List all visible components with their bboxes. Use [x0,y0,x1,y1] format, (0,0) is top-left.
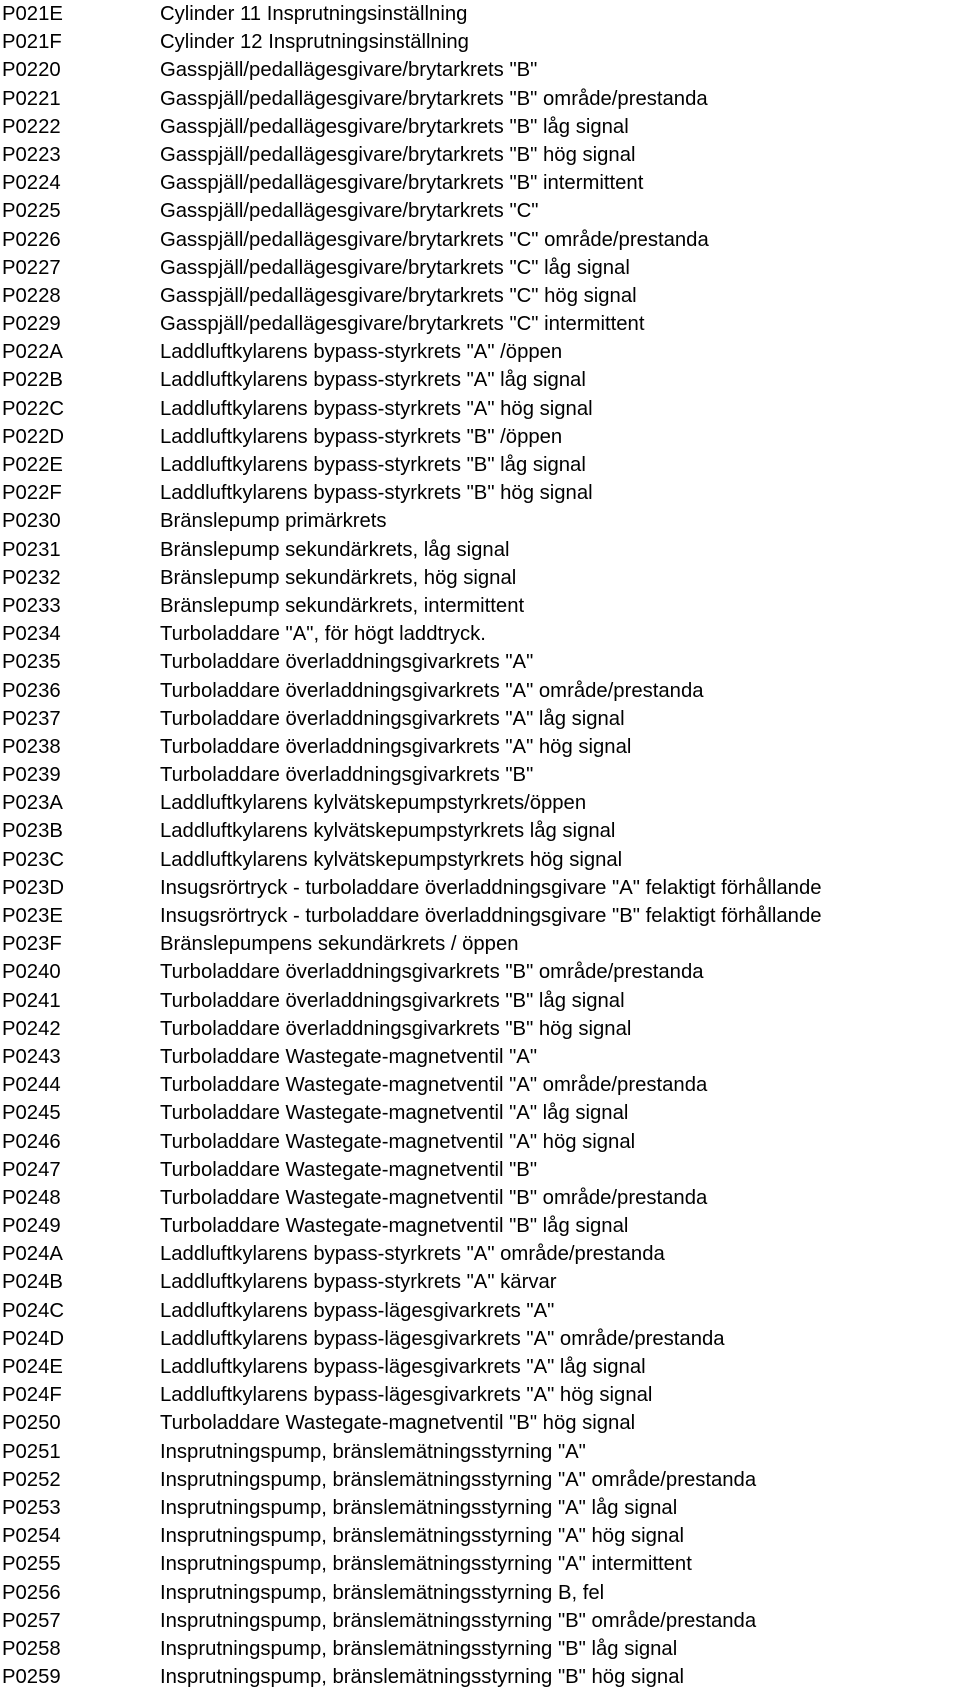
fault-description: Turboladdare överladdningsgivarkrets "B" hög signal [160,1017,632,1040]
fault-description: Turboladdare överladdningsgivarkrets "B" område/prestanda [160,961,704,984]
fault-description: Bränslepumpens sekundärkrets / öppen [160,933,519,956]
fault-code: P024A [2,1243,63,1266]
fault-description: Turboladdare Wastegate-magnetventil "B" låg signal [160,1215,629,1238]
fault-description: Turboladdare Wastegate-magnetventil "B" hög signal [160,1412,636,1435]
fault-code: P0257 [2,1609,61,1632]
fault-description: Gasspjäll/pedallägesgivare/brytarkrets "C" låg signal [160,256,630,279]
code-row [0,648,960,676]
fault-description: Gasspjäll/pedallägesgivare/brytarkrets "C" intermittent [160,313,645,336]
fault-description: Laddluftkylarens bypass-lägesgivarkrets "A" [160,1299,555,1322]
fault-description: Gasspjäll/pedallägesgivare/brytarkrets "B" intermittent [160,172,644,195]
code-row [0,366,960,394]
fault-description: Turboladdare Wastegate-magnetventil "A" område/prestanda [160,1074,708,1097]
fault-description: Laddluftkylarens bypass-lägesgivarkrets "A" låg signal [160,1356,646,1378]
fault-code: P024D [2,1327,65,1350]
fault-code: P0234 [2,623,61,646]
code-row [0,1607,960,1635]
fault-code: P0225 [2,200,61,223]
fault-code: P024B [2,1271,63,1294]
fault-code: P0220 [2,59,61,82]
fault-code: P0227 [2,256,61,279]
fault-code: P022F [2,482,62,505]
fault-code: P0245 [2,1102,61,1125]
code-row [0,282,960,310]
fault-code: P0242 [2,1017,61,1040]
code-row [0,1381,960,1409]
fault-description: Bränslepump sekundärkrets, låg signal [160,538,510,561]
fault-description: Turboladdare Wastegate-magnetventil "A" [160,1045,538,1068]
code-row [0,902,960,930]
fault-code: P021E [2,3,63,25]
code-row [0,1071,960,1099]
fault-description: Turboladdare överladdningsgivarkrets "B" [160,764,534,787]
code-row [0,338,960,366]
fault-code: P0248 [2,1186,61,1209]
fault-code: P0240 [2,961,61,984]
fault-description: Bränslepump sekundärkrets, hög signal [160,566,517,589]
code-row [0,733,960,761]
code-row [0,620,960,648]
fault-description: Insprutningspump, bränslemätningsstyrning "A" intermittent [160,1553,692,1576]
code-row [0,0,960,28]
code-row [0,846,960,874]
fault-code: P0246 [2,1130,61,1153]
fault-code: P0223 [2,143,61,166]
fault-description: Laddluftkylarens bypass-styrkrets "B" /öppen [160,425,563,448]
code-row [0,536,960,564]
fault-code: P024F [2,1384,62,1407]
fault-description: Turboladdare "A", för högt laddtryck. [160,623,486,646]
fault-code: P0251 [2,1440,61,1463]
fault-code: P0253 [2,1496,61,1519]
code-row [0,28,960,56]
fault-code: P0244 [2,1074,61,1097]
fault-description: Gasspjäll/pedallägesgivare/brytarkrets "B" område/prestanda [160,87,708,110]
fault-code: P0235 [2,651,61,674]
code-row [0,1268,960,1296]
code-row [0,1099,960,1127]
code-row [0,677,960,705]
code-row [0,1466,960,1494]
code-row [0,113,960,141]
code-row [0,1128,960,1156]
fault-description: Laddluftkylarens bypass-styrkrets "A" låg signal [160,369,586,392]
code-row [0,1212,960,1240]
fault-code: P0232 [2,566,61,589]
fault-code: P0224 [2,172,61,195]
fault-description: Insprutningspump, bränslemätningsstyrning "A" hög signal [160,1525,684,1548]
fault-description: Insprutningspump, bränslemätningsstyrning B, fel [160,1581,605,1604]
fault-code: P0237 [2,707,61,730]
code-row [0,479,960,507]
fault-code: P0258 [2,1637,61,1660]
code-row [0,1184,960,1212]
fault-description: Laddluftkylarens bypass-styrkrets "B" hög signal [160,482,593,505]
code-row [0,987,960,1015]
code-row [0,930,960,958]
code-row [0,1579,960,1607]
fault-code: P0238 [2,735,61,758]
code-row [0,1663,960,1691]
code-row [0,592,960,620]
fault-description: Turboladdare överladdningsgivarkrets "A" område/prestanda [160,679,704,702]
fault-description: Bränslepump primärkrets [160,510,387,533]
code-row [0,1438,960,1466]
fault-code: P023E [2,905,63,927]
fault-description: Cylinder 11 Insprutningsinställning [160,3,468,25]
fault-code: P0256 [2,1581,61,1604]
fault-description: Gasspjäll/pedallägesgivare/brytarkrets "B" [160,59,538,82]
code-row [0,226,960,254]
code-row [0,56,960,84]
fault-description: Turboladdare överladdningsgivarkrets "A" hög signal [160,735,632,758]
fault-code: P023C [2,848,65,871]
fault-code: P0230 [2,510,61,533]
fault-code: P0231 [2,538,61,561]
fault-code: P0239 [2,764,61,787]
code-row [0,564,960,592]
fault-description: Turboladdare Wastegate-magnetventil "A" hög signal [160,1130,636,1153]
code-row [0,141,960,169]
code-row [0,254,960,282]
code-row [0,395,960,423]
fault-description: Insprutningspump, bränslemätningsstyrning "B" område/prestanda [160,1609,757,1632]
code-row [0,169,960,197]
fault-description: Insugsrörtryck - turboladdare överladdningsgivare "A" felaktigt förhållande [160,876,822,899]
code-row [0,705,960,733]
fault-description: Turboladdare överladdningsgivarkrets "A" [160,651,534,674]
fault-description: Laddluftkylarens bypass-lägesgivarkrets "A" område/prestanda [160,1327,725,1350]
fault-description: Laddluftkylarens bypass-styrkrets "A" område/prestanda [160,1243,665,1266]
fault-code: P0252 [2,1468,61,1491]
fault-code: P022D [2,425,65,448]
fault-code: P0226 [2,228,61,251]
fault-description: Laddluftkylarens bypass-lägesgivarkrets "A" hög signal [160,1384,653,1407]
fault-description: Insprutningspump, bränslemätningsstyrning "A" [160,1440,586,1463]
fault-code: P023D [2,876,65,899]
code-row [0,1043,960,1071]
code-row [0,85,960,113]
fault-description: Turboladdare överladdningsgivarkrets "A" låg signal [160,707,625,730]
fault-description: Laddluftkylarens bypass-styrkrets "A" hög signal [160,397,593,420]
code-row [0,1015,960,1043]
fault-code: P0228 [2,284,61,307]
fault-code: P0250 [2,1412,61,1435]
code-row [0,789,960,817]
fault-description: Gasspjäll/pedallägesgivare/brytarkrets "C" område/prestanda [160,228,709,251]
fault-code: P023A [2,792,63,815]
fault-description: Gasspjäll/pedallägesgivare/brytarkrets "B" låg signal [160,115,629,138]
code-row [0,423,960,451]
fault-code: P022E [2,454,63,476]
fault-description: Gasspjäll/pedallägesgivare/brytarkrets "C" hög signal [160,284,637,307]
code-row [0,761,960,789]
code-row [0,1409,960,1437]
code-row [0,817,960,845]
code-row [0,1297,960,1325]
fault-code: P023F [2,933,62,956]
fault-code: P022A [2,341,63,364]
fault-code: P0222 [2,115,61,138]
code-row [0,1325,960,1353]
fault-description: Gasspjäll/pedallägesgivare/brytarkrets "B" hög signal [160,143,636,166]
code-row [0,1522,960,1550]
fault-description: Insprutningspump, bränslemätningsstyrning "B" låg signal [160,1637,678,1660]
fault-code: P0236 [2,679,61,702]
fault-code: P0229 [2,313,61,336]
fault-code: P023B [2,820,63,843]
fault-description: Insprutningspump, bränslemätningsstyrning "A" område/prestanda [160,1468,757,1491]
fault-description: Bränslepump sekundärkrets, intermittent [160,594,525,617]
code-row [0,1156,960,1184]
fault-code: P0254 [2,1525,61,1548]
code-row [0,1494,960,1522]
code-row [0,1635,960,1663]
fault-code: P0221 [2,87,61,110]
code-row [0,1353,960,1381]
fault-code: P0243 [2,1045,61,1068]
code-row [0,310,960,338]
fault-description: Cylinder 12 Insprutningsinställning [160,31,469,54]
fault-description: Laddluftkylarens kylvätskepumpstyrkrets hög signal [160,848,623,871]
fault-description: Laddluftkylarens kylvätskepumpstyrkrets/öppen [160,792,587,815]
fault-code: P0233 [2,594,61,617]
fault-code: P022B [2,369,63,392]
code-row [0,451,960,479]
fault-description: Turboladdare Wastegate-magnetventil "A" låg signal [160,1102,629,1125]
fault-code: P0249 [2,1215,61,1238]
code-row [0,1240,960,1268]
code-row [0,1550,960,1578]
fault-description: Laddluftkylarens kylvätskepumpstyrkrets låg signal [160,820,616,843]
code-row [0,507,960,535]
code-row [0,958,960,986]
fault-code: P0255 [2,1553,61,1576]
fault-code: P021F [2,31,62,54]
fault-description: Laddluftkylarens bypass-styrkrets "A" /öppen [160,341,563,364]
fault-description: Insprutningspump, bränslemätningsstyrning "A" låg signal [160,1496,678,1519]
fault-code: P024E [2,1356,63,1378]
fault-description: Gasspjäll/pedallägesgivare/brytarkrets "C" [160,200,539,223]
code-row [0,197,960,225]
fault-code: P022C [2,397,65,420]
fault-code: P0259 [2,1666,61,1689]
fault-code: P0241 [2,989,61,1012]
fault-description: Turboladdare Wastegate-magnetventil "B" [160,1158,538,1181]
fault-code: P024C [2,1299,65,1322]
fault-description: Laddluftkylarens bypass-styrkrets "A" kärvar [160,1271,557,1294]
code-row [0,874,960,902]
fault-description: Turboladdare överladdningsgivarkrets "B" låg signal [160,989,625,1012]
fault-description: Laddluftkylarens bypass-styrkrets "B" låg signal [160,454,586,476]
fault-description: Insprutningspump, bränslemätningsstyrning "B" hög signal [160,1666,684,1689]
fault-description: Insugsrörtryck - turboladdare överladdningsgivare "B" felaktigt förhållande [160,905,822,927]
fault-description: Turboladdare Wastegate-magnetventil "B" område/prestanda [160,1186,708,1209]
fault-code: P0247 [2,1158,61,1181]
